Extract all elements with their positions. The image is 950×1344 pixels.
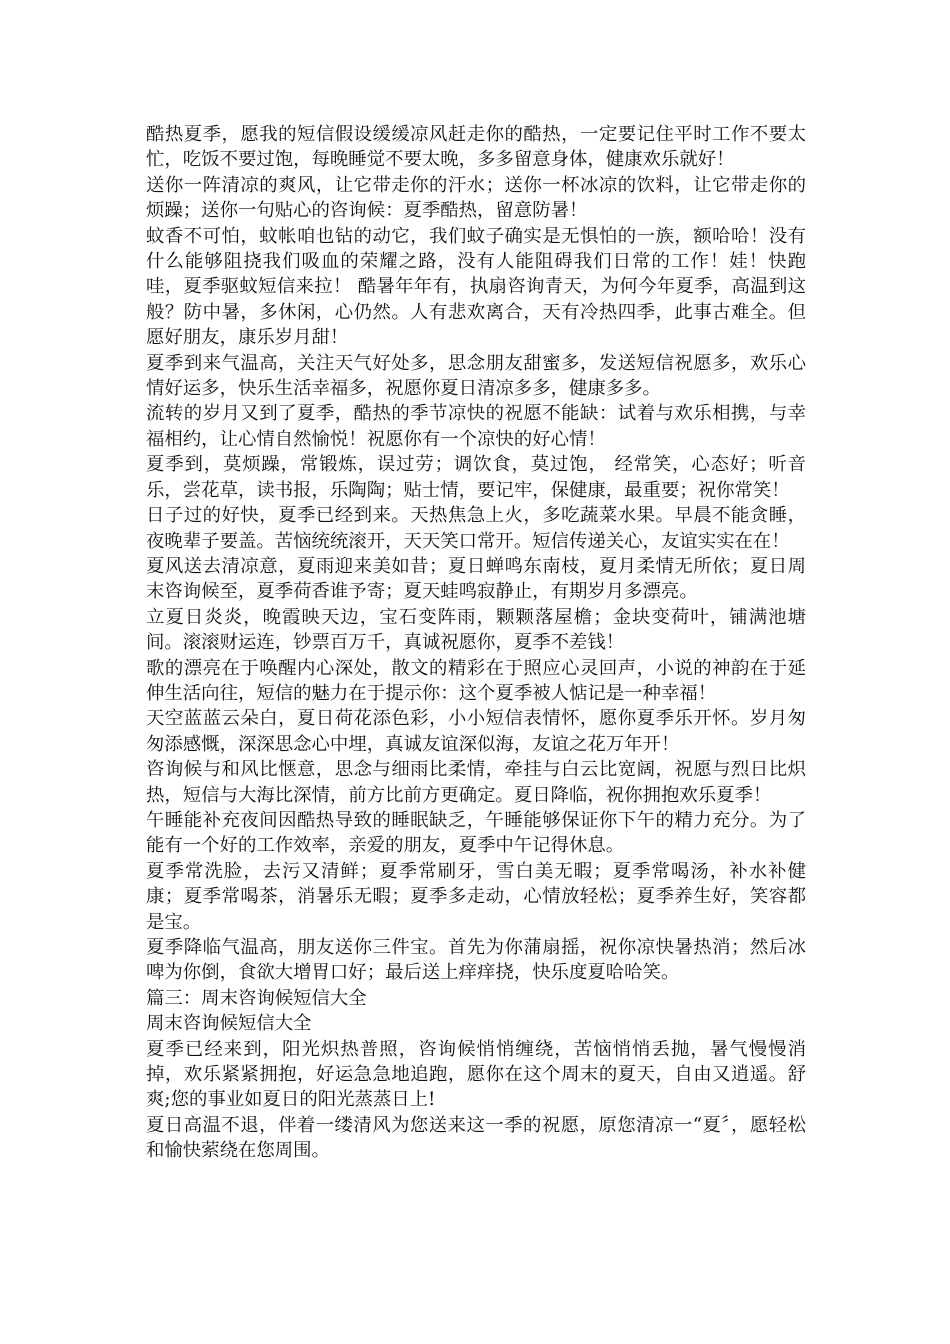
paragraph: 酷热夏季，愿我的短信假设缓缓凉风赶走你的酷热，一定要记住平时工作不要太忙，吃饭不要过饱，每晚睡觉不要太晚，多多留意身体，健康欢乐就好！ <box>146 124 806 171</box>
paragraph: 流转的岁月又到了夏季，酷热的季节凉快的祝愿不能缺：试着与欢乐相携，与幸福相约，让心情自然愉悦！祝愿你有一个凉快的好心情！ <box>146 403 806 450</box>
paragraph: 夏日高温不退，伴着一缕清风为您送来这一季的祝愿，原您清凉一“夏〞，愿轻松和愉快萦绕在您周围。 <box>146 1114 806 1162</box>
paragraph: 咨询候与和风比惬意，思念与细雨比柔情，牵挂与白云比宽阔，祝愿与烈日比炽热，短信与大海比深情，前方比前方更确定。夏日降临，祝你拥抱欢乐夏季！ <box>146 759 806 806</box>
paragraph: 立夏日炎炎，晚霞映天边，宝石变阵雨，颗颗落屋檐；金块变荷叶，铺满池塘间。滚滚财运连，钞票百万千，真诚祝愿你，夏季不差钱！ <box>146 606 806 654</box>
paragraph: 歌的漂亮在于唤醒内心深处，散文的精彩在于照应心灵回声，小说的神韵在于延伸生活向往，短信的魅力在于提示你：这个夏季被人惦记是一种幸福！ <box>146 657 806 704</box>
section-heading: 篇三：周末咨询候短信大全 <box>146 987 367 1009</box>
paragraph: 夏季已经来到，阳光炽热普照，咨询候悄悄缠绕，苦恼悄悄丢抛，暑气慢慢消掉，欢乐紧紧拥抱，好运急急地追跑，愿你在这个周末的夏天，自由又逍遥。舒爽;您的事业如夏日的阳光蒸蒸日上! <box>146 1038 806 1111</box>
paragraph: 夏季到，莫烦躁，常锻炼，误过劳；调饮食，莫过饱， 经常笑，心态好；听音乐，尝花草，读书报，乐陶陶；贴士情，要记牢，保健康，最重要；祝你常笑！ <box>146 454 806 501</box>
paragraph: 天空蓝蓝云朵白，夏日荷花添色彩，小小短信表情怀，愿你夏季乐开怀。岁月匆匆添感慨，深深思念心中埋，真诚友谊深似海，友谊之花万年开！ <box>146 708 806 755</box>
document-body <box>146 122 806 1164</box>
paragraph: 送你一阵清凉的爽风，让它带走你的汗水；送你一杯冰凉的饮料，让它带走你的烦躁；送你一句贴心的咨询候：夏季酷热，留意防暑！ <box>146 174 806 222</box>
paragraph: 夏季降临气温高，朋友送你三件宝。首先为你蒲扇摇，祝你凉快暑热消；然后冰啤为你倒，食欲大增胃口好；最后送上痒痒挠，快乐度夏哈哈笑。 <box>146 937 806 984</box>
paragraph: 蚊香不可怕，蚊帐咱也钻的动它，我们蚊子确实是无惧怕的一族，额哈哈！没有什么能够阻挠我们吸血的荣耀之路，没有人能阻碍我们日常的工作！娃！快跑哇，夏季驱蚊短信来拉！ 酷暑年年有，执扇咨询青天，为何今年夏季，高温到这般？防中暑，多休闲，心仍然。人有悲欢离合，天有冷热四季，此事古难全。但愿好朋友，康乐岁月甜！ <box>146 225 806 349</box>
paragraph: 午睡能补充夜间因酷热导致的睡眠缺乏，午睡能够保证你下午的精力充分。为了能有一个好的工作效率，亲爱的朋友，夏季中午记得休息。 <box>146 809 806 857</box>
paragraph: 夏风送去清凉意，夏雨迎来美如昔；夏日蝉鸣东南枝，夏月柔情无所依；夏日周末咨询候至，夏季荷香谁予寄；夏天蛙鸣寂静止，有期岁月多漂亮。 <box>146 555 806 603</box>
paragraph: 夏季常洗脸，去污又清鲜；夏季常刷牙，雪白美无暇；夏季常喝汤，补水补健康；夏季常喝茶，消暑乐无暇；夏季多走动，心情放轻松；夏季养生好，笑容都是宝。 <box>146 860 806 933</box>
section-subheading: 周末咨询候短信大全 <box>146 1013 312 1035</box>
paragraph: 日子过的好快，夏季已经到来。天热焦急上火，多吃蔬菜水果。早晨不能贪睡，夜晚辈子要盖。苦恼统统滚开，天天笑口常开。短信传递关心，友谊实实在在！ <box>146 505 806 552</box>
paragraph: 夏季到来气温高，关注天气好处多，思念朋友甜蜜多，发送短信祝愿多，欢乐心情好运多，快乐生活幸福多，祝愿你夏日清凉多多，健康多多。 <box>146 352 806 400</box>
